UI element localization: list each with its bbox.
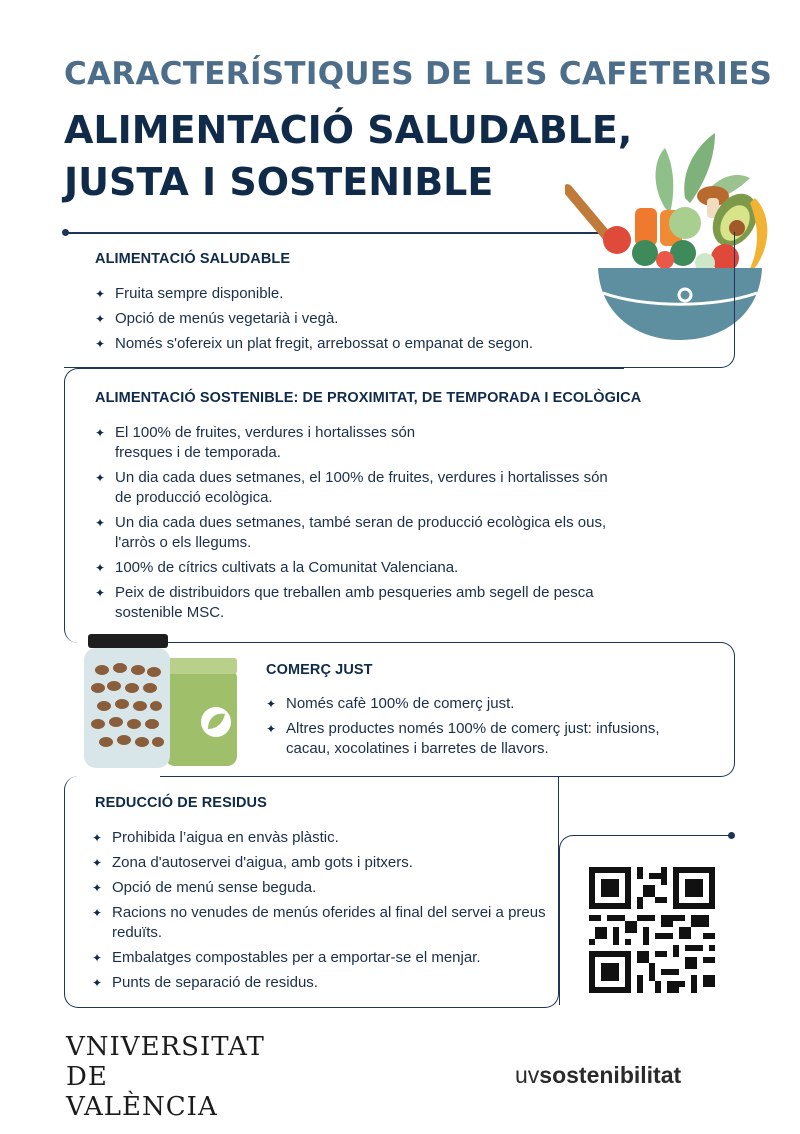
uvsostenibilitat-logo (515, 1062, 681, 1089)
list-item: ✦ Fruita sempre disponible. (95, 284, 655, 304)
list-item: ✦ Zona d'autoservei d'aigua, amb gots i pitxers. (92, 853, 552, 873)
section-title-sostenible: ALIMENTACIÓ SOSTENIBLE: DE PROXIMITAT, DE TEMPORADA I ECOLÒGICA (95, 390, 642, 406)
tea-bag-icon (165, 658, 237, 766)
list-item: ✦ Un dia cada dues setmanes, també seran de producció ecològica els ous, l'arròs o els llegums. (95, 513, 615, 553)
list-residus (92, 828, 552, 998)
list-item: ✦ Racions no venudes de menús oferides al final del servei a preus reduïts. (92, 903, 552, 943)
list-item: ✦ 100% de cítrics cultivats a la Comunitat Valenciana. (95, 558, 615, 578)
section-title-saludable: ALIMENTACIÓ SALUDABLE (95, 251, 291, 267)
uv-logo-line2: DE VALÈNCIA (66, 1062, 218, 1122)
list-item: ✦ Opció de menús vegetarià i vegà. (95, 309, 655, 329)
list-item: ✦ Opció de menú sense beguda. (92, 878, 552, 898)
sost-logo-prefix: uv (515, 1062, 540, 1088)
list-item: ✦ Prohibida l’aigua en envàs plàstic. (92, 828, 552, 848)
coffee-jar-icon (80, 630, 250, 770)
list-comerc (266, 694, 706, 764)
qr-code-icon[interactable] (589, 867, 715, 993)
uv-logo (66, 1032, 266, 1122)
section-title-comerc: COMERÇ JUST (266, 662, 373, 678)
sost-logo-word: sostenibilitat (539, 1062, 682, 1088)
list-item: ✦ El 100% de fruites, verdures i hortalisses són fresques i de temporada. (95, 423, 455, 463)
list-sostenible (95, 423, 615, 628)
list-item: ✦ Només s'ofereix un plat fregit, arrebossat o empanat de segon. (95, 334, 655, 354)
list-item: ✦ Altres productes només 100% de comerç just: infusions, cacau, xocolatines i barretes de llavors. (266, 719, 706, 759)
page-title: ALIMENTACIÓ SALUDABLE, JUSTA I SOSTENIBLE (64, 108, 633, 204)
kicker-title: CARACTERÍSTIQUES DE LES CAFETERIES (64, 56, 773, 92)
qr-frame-dot (728, 832, 735, 839)
list-item: ✦ Embalatges compostables per a emportar-se el menjar. (92, 948, 552, 968)
list-item: ✦ Un dia cada dues setmanes, el 100% de fruites, verdures i hortalisses són de producció ecològica. (95, 468, 615, 508)
list-item: ✦ Només cafè 100% de comerç just. (266, 694, 706, 714)
uv-logo-line1: VNIVERSITAT (66, 1032, 265, 1062)
list-item: ✦ Peix de distribuidors que treballen amb pesqueries amb segell de pesca sostenible MSC. (95, 583, 615, 623)
list-item: ✦ Punts de separació de residus. (92, 973, 552, 993)
list-saludable (95, 284, 655, 359)
section-title-residus: REDUCCIÓ DE RESIDUS (95, 795, 267, 811)
